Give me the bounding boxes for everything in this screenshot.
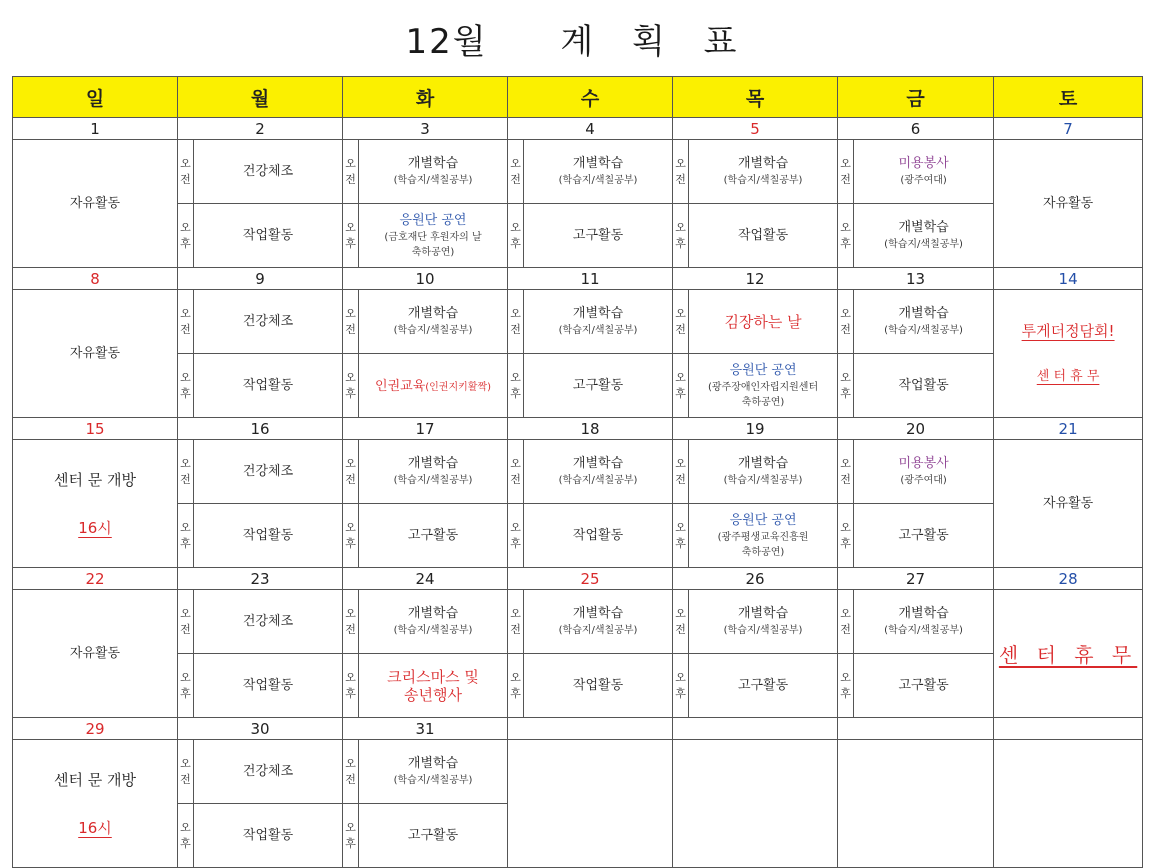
am-label: 오 전 bbox=[673, 590, 689, 654]
pm-label: 오 후 bbox=[178, 354, 194, 418]
date-cell: 16 bbox=[178, 418, 343, 440]
date-cell: 11 bbox=[508, 268, 673, 290]
activity-cell: 건강체조 bbox=[194, 740, 343, 804]
pm-label: 오 후 bbox=[673, 204, 689, 268]
am-label: 오 전 bbox=[673, 140, 689, 204]
am-label: 오 전 bbox=[673, 290, 689, 354]
activity-cell: 고구활동 bbox=[524, 204, 673, 268]
pm-label: 오 후 bbox=[838, 354, 854, 418]
date-cell: 10 bbox=[343, 268, 508, 290]
sunday-activity: 자유활동 bbox=[13, 590, 178, 718]
activity-cell: 개별학습 (학습지/색칠공부) bbox=[689, 590, 838, 654]
activity-cell: 개별학습 (학습지/색칠공부) bbox=[689, 440, 838, 504]
activity-cell: 개별학습 (학습지/색칠공부) bbox=[854, 590, 994, 654]
sunday-activity: 자유활동 bbox=[13, 290, 178, 418]
activity-cell: 작업활동 bbox=[194, 654, 343, 718]
activity-cell: 작업활동 bbox=[854, 354, 994, 418]
date-cell: 9 bbox=[178, 268, 343, 290]
date-cell: 19 bbox=[673, 418, 838, 440]
pm-label: 오 후 bbox=[508, 204, 524, 268]
activity-cell: 건강체조 bbox=[194, 590, 343, 654]
pm-row bbox=[13, 354, 1143, 418]
am-label: 오 전 bbox=[343, 140, 359, 204]
activity-cell: 고구활동 bbox=[854, 654, 994, 718]
activity-cell: 작업활동 bbox=[194, 804, 343, 868]
am-row bbox=[13, 740, 1143, 804]
header-wed: 수 bbox=[508, 77, 673, 118]
pm-label: 오 후 bbox=[343, 504, 359, 568]
activity-cell: 개별학습 (학습지/색칠공부) bbox=[359, 140, 508, 204]
calendar-table bbox=[12, 76, 1143, 868]
date-cell: 12 bbox=[673, 268, 838, 290]
activity-cell: 고구활동 bbox=[359, 504, 508, 568]
title-month: 12월 bbox=[405, 22, 488, 62]
am-label: 오 전 bbox=[508, 590, 524, 654]
closed-notice: 센 터 휴 무 bbox=[998, 643, 1138, 667]
activity-cell: 개별학습 (학습지/색칠공부) bbox=[854, 204, 994, 268]
activity-cell: 개별학습 (학습지/색칠공부) bbox=[524, 440, 673, 504]
pm-label: 오 후 bbox=[343, 204, 359, 268]
date-cell bbox=[838, 718, 994, 740]
date-cell: 22 bbox=[13, 568, 178, 590]
date-cell: 27 bbox=[838, 568, 994, 590]
pm-label: 오 후 bbox=[343, 354, 359, 418]
open-notice: 센터 문 개방 bbox=[54, 470, 136, 489]
pm-row bbox=[13, 504, 1143, 568]
activity-cell: 개별학습 (학습지/색칠공부) bbox=[359, 440, 508, 504]
am-label: 오 전 bbox=[343, 740, 359, 804]
date-cell: 7 bbox=[994, 118, 1143, 140]
am-label: 오 전 bbox=[508, 440, 524, 504]
pm-label: 오 후 bbox=[838, 654, 854, 718]
pm-label: 오 후 bbox=[178, 804, 194, 868]
date-row bbox=[13, 718, 1143, 740]
am-label: 오 전 bbox=[508, 290, 524, 354]
pm-label: 오 후 bbox=[838, 504, 854, 568]
closed-notice: 센 터 휴 무 bbox=[1036, 368, 1100, 384]
empty-cell bbox=[994, 740, 1143, 868]
am-label: 오 전 bbox=[178, 590, 194, 654]
open-notice: 센터 문 개방 bbox=[54, 770, 136, 789]
am-label: 오 전 bbox=[838, 290, 854, 354]
date-cell: 4 bbox=[508, 118, 673, 140]
am-row bbox=[13, 140, 1143, 204]
pm-row bbox=[13, 654, 1143, 718]
pm-label: 오 후 bbox=[178, 204, 194, 268]
am-row bbox=[13, 440, 1143, 504]
activity-cell: 개별학습 (학습지/색칠공부) bbox=[359, 740, 508, 804]
saturday-activity bbox=[994, 590, 1143, 718]
am-label: 오 전 bbox=[838, 140, 854, 204]
pm-label: 오 후 bbox=[178, 504, 194, 568]
date-cell: 30 bbox=[178, 718, 343, 740]
date-cell: 24 bbox=[343, 568, 508, 590]
am-label: 오 전 bbox=[838, 440, 854, 504]
page-title bbox=[0, 14, 1156, 63]
date-cell: 17 bbox=[343, 418, 508, 440]
am-label: 오 전 bbox=[343, 590, 359, 654]
date-row bbox=[13, 268, 1143, 290]
date-cell: 26 bbox=[673, 568, 838, 590]
activity-cell: 개별학습 (학습지/색칠공부) bbox=[359, 590, 508, 654]
sunday-activity bbox=[13, 440, 178, 568]
date-row bbox=[13, 418, 1143, 440]
header-thu: 목 bbox=[673, 77, 838, 118]
date-cell bbox=[994, 718, 1143, 740]
am-label: 오 전 bbox=[178, 140, 194, 204]
am-label: 오 전 bbox=[673, 440, 689, 504]
date-cell: 31 bbox=[343, 718, 508, 740]
header-fri: 금 bbox=[838, 77, 994, 118]
activity-cell: 작업활동 bbox=[689, 204, 838, 268]
date-cell: 25 bbox=[508, 568, 673, 590]
am-label: 오 전 bbox=[178, 440, 194, 504]
pm-row bbox=[13, 204, 1143, 268]
event-title: 투게더정담회! bbox=[1021, 321, 1115, 340]
saturday-activity: 자유활동 bbox=[994, 140, 1143, 268]
activity-cell: 고구활동 bbox=[689, 654, 838, 718]
date-cell: 1 bbox=[13, 118, 178, 140]
pm-label: 오 후 bbox=[508, 354, 524, 418]
date-row bbox=[13, 568, 1143, 590]
activity-cell: 개별학습 (학습지/색칠공부) bbox=[689, 140, 838, 204]
am-label: 오 전 bbox=[343, 290, 359, 354]
activity-cell: 건강체조 bbox=[194, 290, 343, 354]
activity-cell: 작업활동 bbox=[194, 354, 343, 418]
activity-cell: 응원단 공연 (광주평생교육진흥원 축하공연) bbox=[689, 504, 838, 568]
date-cell: 23 bbox=[178, 568, 343, 590]
pm-label: 오 후 bbox=[343, 654, 359, 718]
date-cell: 20 bbox=[838, 418, 994, 440]
date-cell: 3 bbox=[343, 118, 508, 140]
saturday-activity bbox=[994, 290, 1143, 418]
activity-cell: 김장하는 날 bbox=[689, 290, 838, 354]
pm-label: 오 후 bbox=[673, 504, 689, 568]
date-cell: 5 bbox=[673, 118, 838, 140]
date-cell: 15 bbox=[13, 418, 178, 440]
activity-cell: 건강체조 bbox=[194, 440, 343, 504]
date-cell: 13 bbox=[838, 268, 994, 290]
activity-cell: 미용봉사 (광주여대) bbox=[854, 140, 994, 204]
am-label: 오 전 bbox=[178, 290, 194, 354]
activity-cell: 고구활동 bbox=[359, 804, 508, 868]
activity-cell: 작업활동 bbox=[194, 204, 343, 268]
date-cell: 8 bbox=[13, 268, 178, 290]
date-cell: 2 bbox=[178, 118, 343, 140]
empty-cell bbox=[838, 740, 994, 868]
title-plan: 계 획 표 bbox=[560, 22, 751, 62]
activity-cell: 크리스마스 및 송년행사 bbox=[359, 654, 508, 718]
activity-cell: 고구활동 bbox=[854, 504, 994, 568]
activity-cell: 작업활동 bbox=[524, 654, 673, 718]
activity-cell: 개별학습 (학습지/색칠공부) bbox=[359, 290, 508, 354]
am-label: 오 전 bbox=[838, 590, 854, 654]
activity-cell: 인권교육(인권지키활짝) bbox=[359, 354, 508, 418]
header-sun: 일 bbox=[13, 77, 178, 118]
date-cell: 28 bbox=[994, 568, 1143, 590]
activity-cell: 미용봉사 (광주여대) bbox=[854, 440, 994, 504]
date-row bbox=[13, 118, 1143, 140]
date-cell: 18 bbox=[508, 418, 673, 440]
open-time: 16시 bbox=[78, 518, 112, 537]
date-cell: 29 bbox=[13, 718, 178, 740]
activity-cell: 응원단 공연 (광주장애인자립지원센터 축하공연) bbox=[689, 354, 838, 418]
date-cell: 21 bbox=[994, 418, 1143, 440]
pm-label: 오 후 bbox=[343, 804, 359, 868]
pm-label: 오 후 bbox=[508, 654, 524, 718]
date-cell bbox=[673, 718, 838, 740]
empty-cell bbox=[673, 740, 838, 868]
sunday-activity bbox=[13, 740, 178, 868]
date-cell: 6 bbox=[838, 118, 994, 140]
activity-cell: 개별학습 (학습지/색칠공부) bbox=[524, 590, 673, 654]
activity-cell: 고구활동 bbox=[524, 354, 673, 418]
empty-cell bbox=[508, 740, 673, 868]
am-row bbox=[13, 290, 1143, 354]
pm-label: 오 후 bbox=[178, 654, 194, 718]
header-tue: 화 bbox=[343, 77, 508, 118]
date-cell bbox=[508, 718, 673, 740]
pm-label: 오 후 bbox=[673, 654, 689, 718]
sunday-activity: 자유활동 bbox=[13, 140, 178, 268]
pm-label: 오 후 bbox=[838, 204, 854, 268]
pm-label: 오 후 bbox=[508, 504, 524, 568]
am-label: 오 전 bbox=[178, 740, 194, 804]
activity-cell: 응원단 공연 (금호재단 후원자의 날 축하공연) bbox=[359, 204, 508, 268]
pm-label: 오 후 bbox=[673, 354, 689, 418]
header-sat: 토 bbox=[994, 77, 1143, 118]
activity-cell: 개별학습 (학습지/색칠공부) bbox=[854, 290, 994, 354]
am-label: 오 전 bbox=[508, 140, 524, 204]
am-label: 오 전 bbox=[343, 440, 359, 504]
activity-cell: 작업활동 bbox=[524, 504, 673, 568]
saturday-activity: 자유활동 bbox=[994, 440, 1143, 568]
activity-cell: 개별학습 (학습지/색칠공부) bbox=[524, 140, 673, 204]
am-row bbox=[13, 590, 1143, 654]
header-mon: 월 bbox=[178, 77, 343, 118]
date-cell: 14 bbox=[994, 268, 1143, 290]
open-time: 16시 bbox=[78, 818, 112, 837]
activity-cell: 건강체조 bbox=[194, 140, 343, 204]
weekday-header-row bbox=[13, 77, 1143, 118]
activity-cell: 작업활동 bbox=[194, 504, 343, 568]
activity-cell: 개별학습 (학습지/색칠공부) bbox=[524, 290, 673, 354]
